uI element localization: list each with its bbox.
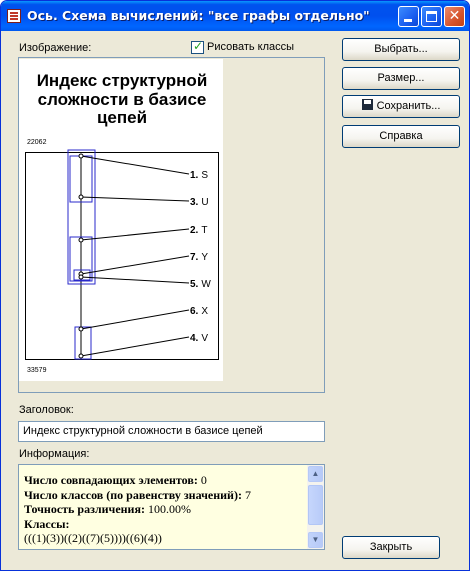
leaf-label-6: 6. X — [190, 306, 209, 317]
figure-bottom-number: 33579 — [27, 367, 47, 374]
close-window-button[interactable] — [444, 6, 465, 27]
checkbox-box[interactable] — [191, 41, 204, 54]
info-content — [24, 473, 306, 546]
floppy-disk-icon — [362, 99, 373, 110]
info-line-precision: Точность различения: 100.00% — [24, 502, 191, 516]
scroll-down-button[interactable] — [308, 532, 323, 548]
checkmark-icon: ✓ — [193, 39, 204, 53]
branch-7 — [81, 256, 189, 274]
figure-title-line1: Индекс структурной — [36, 71, 208, 90]
app-icon — [7, 9, 21, 23]
branch-2 — [81, 229, 189, 240]
close-icon: ✕ — [448, 8, 461, 24]
maximize-button[interactable] — [421, 6, 442, 27]
branch-5 — [81, 277, 189, 283]
scroll-thumb[interactable] — [308, 485, 323, 525]
node — [79, 195, 83, 199]
leaf-label-4: 4. V — [190, 333, 209, 344]
heading-input[interactable]: Индекс структурной сложности в базисе цепей — [18, 421, 325, 442]
leaf-label-3: 3. U — [190, 197, 209, 208]
leaf-label-5: 5. W — [190, 279, 211, 290]
leaf-label-1: 1. S — [190, 170, 209, 181]
figure-top-number: 22062 — [27, 139, 47, 146]
help-button[interactable]: Справка — [342, 125, 460, 148]
scheme-figure — [19, 59, 223, 381]
scroll-up-button[interactable] — [308, 466, 323, 482]
branch-6 — [81, 310, 189, 329]
minimize-button[interactable] — [398, 6, 419, 27]
title-bar[interactable] — [1, 1, 469, 31]
info-textarea[interactable] — [18, 464, 325, 550]
branch-1 — [81, 156, 189, 174]
size-button[interactable]: Размер... — [342, 67, 460, 90]
figure-title-line2: сложности в базисе — [37, 90, 207, 109]
node — [79, 154, 83, 158]
image-label: Изображение: — [19, 42, 92, 54]
leaf-label-7: 7. Y — [190, 252, 209, 263]
branch-3 — [81, 197, 189, 201]
checkbox-label: Рисовать классы — [207, 41, 295, 53]
save-button-label: Сохранить... — [376, 100, 441, 112]
maximize-icon — [426, 11, 437, 22]
info-line-matches: Число совпадающих элементов: 0 — [24, 473, 207, 487]
chevron-down-icon: ▼ — [311, 535, 320, 544]
heading-label: Заголовок: — [19, 404, 74, 416]
window-title: Ось. Схема вычислений: "все графы отдельно" — [27, 8, 370, 23]
close-button[interactable]: Закрыть — [342, 536, 440, 559]
info-line-classes-label: Классы: — [24, 516, 70, 531]
figure-title-line3: цепей — [96, 108, 148, 127]
minimize-icon — [404, 19, 412, 22]
choose-button[interactable]: Выбрать... — [342, 38, 460, 61]
info-label: Информация: — [19, 448, 90, 460]
save-button[interactable] — [342, 95, 460, 118]
branch-4 — [81, 337, 189, 356]
node — [79, 275, 83, 279]
node — [79, 327, 83, 331]
info-scrollbar[interactable] — [307, 465, 324, 549]
chevron-up-icon: ▲ — [311, 469, 320, 478]
info-line-classes-count: Число классов (по равенству значений): 7 — [24, 487, 251, 502]
info-line-classes-value: (((1)(3))((2)((7)(5))))((6)(4)) — [24, 531, 162, 545]
node — [79, 238, 83, 242]
leaf-label-2: 2. T — [190, 225, 208, 236]
node — [79, 354, 83, 358]
